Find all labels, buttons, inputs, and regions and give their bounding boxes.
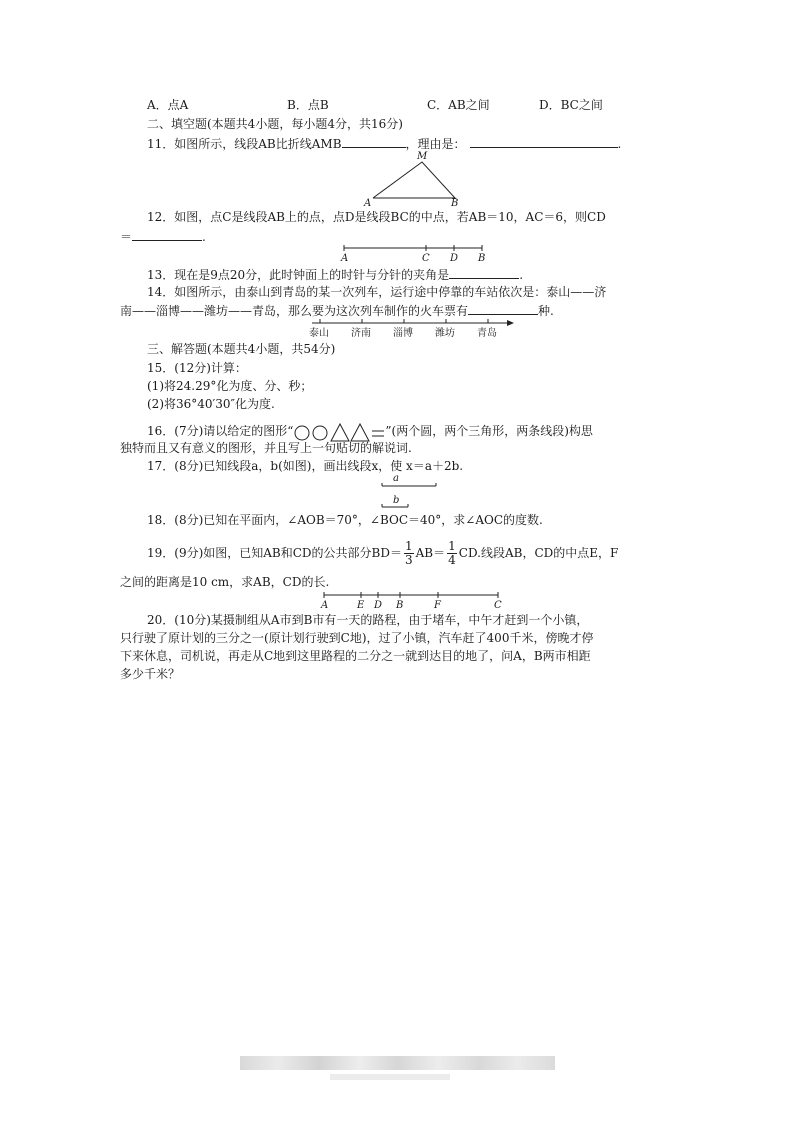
triangle-shape-2 [351, 424, 369, 441]
label-m: M [417, 151, 428, 162]
fraction-denominator: 3 [405, 553, 413, 567]
q14-end: 种. [538, 304, 554, 318]
blurred-watermark-sub [330, 1074, 450, 1080]
question-16-line-1 [147, 420, 593, 442]
section-2-heading: 二、填空题(本题共4小题，每小题4分，共16分) [147, 117, 403, 131]
label-seg-b: b [393, 495, 400, 506]
q14-route-figure [300, 317, 520, 339]
q11-blank-2[interactable] [470, 135, 618, 148]
triangle-shape-1 [331, 424, 349, 441]
station-qingdao: 青岛 [477, 328, 497, 339]
question-19-line-2: 之间的距离是10 cm，求AB，CD的长. [120, 575, 330, 589]
section-3-heading: 三、解答题(本题共4小题，共54分) [147, 342, 336, 356]
fraction-one-third [404, 540, 414, 567]
station-taishan: 泰山 [309, 328, 329, 339]
q19-text-mid: AB＝ [415, 546, 446, 560]
q11-blank-1[interactable] [342, 135, 406, 148]
option-c: C．AB之间 [427, 98, 490, 112]
given-shapes [293, 422, 385, 442]
label-seg-a: a [393, 473, 399, 484]
question-20-line-3: 下来休息，司机说，再走从C地到这里路程的二分之一就到达目的地了，问A，B两市相距 [120, 649, 591, 663]
route-arrow [507, 320, 514, 326]
question-12-line-2 [120, 228, 206, 245]
q13-end: . [519, 268, 524, 282]
question-15-part-2: (2)将36°40′30″化为度. [147, 397, 275, 411]
label-e: E [357, 600, 365, 611]
q12-blank[interactable] [132, 228, 202, 241]
question-20-line-2: 只行驶了原计划的三分之一(原计划行驶到C地)，过了小镇，汽车赶了400千米，傍晚才停 [120, 631, 594, 645]
fraction-one-fourth [447, 540, 457, 567]
question-12-line-1: 12．如图，点C是线段AB上的点，点D是线段BC的中点，若AB＝10，AC＝6，则CD [147, 210, 606, 224]
label-d: D [374, 600, 383, 611]
q11-triangle-figure [360, 148, 470, 210]
q11-text: 11．如图所示，线段AB比折线AMB [147, 137, 342, 151]
q14-text: 南——淄博——潍坊——青岛，那么要为这次列车制作的火车票有 [120, 304, 469, 318]
label-a: A [321, 600, 329, 611]
question-14-line-1: 14．如图所示，由泰山到青岛的某一次列车，运行途中停靠的车站依次是：泰山——济 [147, 285, 607, 299]
fraction-numerator: 1 [405, 539, 413, 553]
triangle-amb [373, 162, 455, 198]
question-19-line-1 [147, 538, 618, 568]
q19-text-pre: 19．(9分)如图，已知AB和CD的公共部分BD＝ [147, 546, 402, 560]
label-f: F [434, 600, 441, 611]
q11-end: . [617, 137, 622, 151]
label-b: B [396, 600, 404, 611]
question-16-line-2: 独特而且又有意义的图形，并且写上一句贴切的解说词. [120, 441, 412, 455]
label-a: A [364, 198, 372, 209]
q13-blank[interactable] [449, 266, 519, 279]
option-b: B．点B [287, 98, 329, 112]
label-c: C [422, 253, 430, 264]
question-20-line-4: 多少千米？ [120, 667, 181, 681]
circle-shape-2 [313, 426, 327, 440]
option-a: A．点A [147, 98, 189, 112]
q19-segment-figure [318, 589, 508, 611]
blurred-watermark [240, 1056, 555, 1070]
circle-shape-1 [295, 426, 309, 440]
fraction-denominator: 4 [448, 553, 456, 567]
q17-segments-figure [380, 472, 440, 510]
q12-segment-figure [338, 242, 493, 264]
question-13 [147, 266, 523, 283]
q12-eq: ＝ [120, 230, 133, 244]
q12-end: . [202, 230, 206, 244]
label-a: A [341, 253, 349, 264]
q11-text-mid: ，理由是： [405, 137, 466, 151]
fraction-numerator: 1 [448, 539, 456, 553]
question-17: 17．(8分)已知线段a，b(如图)，画出线段x，使 x＝a＋2b. [147, 459, 464, 473]
question-20-line-1: 20．(10分)某摄制组从A市到B市有一天的路程，由于堵车，中午才赶到一个小镇， [147, 613, 589, 627]
station-weifang: 潍坊 [435, 328, 455, 339]
question-18: 18．(8分)已知在平面内，∠AOB＝70°，∠BOC＝40°，求∠AOC的度数. [147, 513, 543, 527]
q16-text-post: ”(两个圆，两个三角形，两条线段)构思 [385, 424, 593, 438]
label-c: C [494, 600, 502, 611]
station-zibo: 淄博 [393, 328, 413, 339]
station-jinan: 济南 [351, 328, 371, 339]
question-15-head: 15．(12分)计算： [147, 361, 247, 375]
q13-text: 13．现在是9点20分，此时钟面上的时针与分针的夹角是 [147, 268, 450, 282]
label-d: D [450, 253, 459, 264]
q14-blank[interactable] [468, 302, 538, 315]
label-b: B [478, 253, 486, 264]
question-15-part-1: (1)将24.29°化为度、分、秒； [147, 379, 313, 393]
q16-text-pre: 16．(7分)请以给定的图形“ [147, 424, 294, 438]
option-d: D．BC之间 [539, 98, 603, 112]
label-b: B [451, 198, 459, 209]
q19-text-post: CD.线段AB，CD的中点E，F [458, 546, 619, 560]
